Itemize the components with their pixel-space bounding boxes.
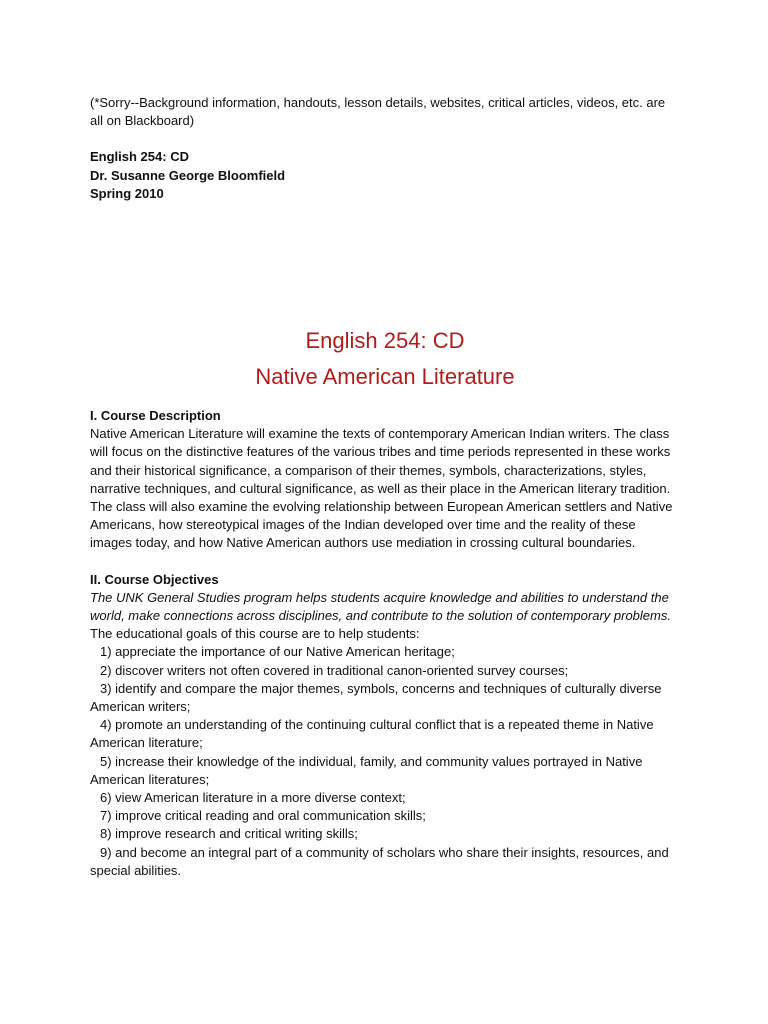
objective-item: 9) and become an integral part of a community of scholars who share their insights, resources, and special abilities. (90, 844, 669, 878)
document-page (90, 94, 680, 880)
instructor-name: Dr. Susanne George Bloomfield (90, 167, 286, 183)
course-description-section (90, 407, 680, 553)
goals-lead: The educational goals of this course are to help students: (90, 626, 420, 642)
course-description-heading: I. Course Description (90, 408, 221, 424)
document-title (90, 323, 680, 395)
objectives-list (90, 643, 680, 880)
objective-item: 1) appreciate the importance of our Native American heritage; (100, 644, 455, 660)
course-description-body: Native American Literature will examine the texts of contemporary American Indian writers. The class will focus on the distinctive features of the various tribes and time periods represented in these works and their historical significance, a comparison of their themes, symbols, characterizations, styles, narrative techniques, and cultural significance, as well as their place in the American literary tradition. The class will also examine the evolving relationship between European American settlers and Native Americans, how stereotypical images of the Indian developed over time and the reality of these images today, and how Native American authors use mediation in crossing cultural boundaries. (90, 426, 673, 551)
course-objectives-heading: II. Course Objectives (90, 571, 219, 587)
course-objectives-section (90, 571, 680, 880)
section-spacer (90, 553, 680, 571)
objective-item: 7) improve critical reading and oral communication skills; (100, 808, 426, 824)
objective-item: 4) promote an understanding of the continuing cultural conflict that is a repeated theme in Native American literature; (90, 717, 654, 751)
course-code: English 254: CD (90, 149, 189, 165)
objective-item: 8) improve research and critical writing skills; (100, 826, 358, 842)
objective-item: 6) view American literature in a more diverse context; (100, 790, 406, 806)
term: Spring 2010 (90, 185, 164, 201)
general-studies-statement: The UNK General Studies program helps students acquire knowledge and abilities to understand the world, make connections across disciplines, and contribute to the solution of contemporary problems. (90, 589, 671, 624)
objective-item: 2) discover writers not often covered in traditional canon-oriented survey courses; (100, 662, 569, 678)
objective-item: 3) identify and compare the major themes, symbols, concerns and techniques of culturally diverse American writers; (90, 680, 662, 715)
objective-item: 5) increase their knowledge of the individual, family, and community values portrayed in Native American literatures; (90, 753, 643, 787)
title-line-1: English 254: CD (305, 328, 465, 354)
course-header (90, 148, 680, 203)
title-line-2: Native American Literature (255, 364, 515, 390)
blackboard-note: (*Sorry--Background information, handouts, lesson details, websites, critical articles, videos, etc. are all on Blackboard) (90, 95, 666, 129)
